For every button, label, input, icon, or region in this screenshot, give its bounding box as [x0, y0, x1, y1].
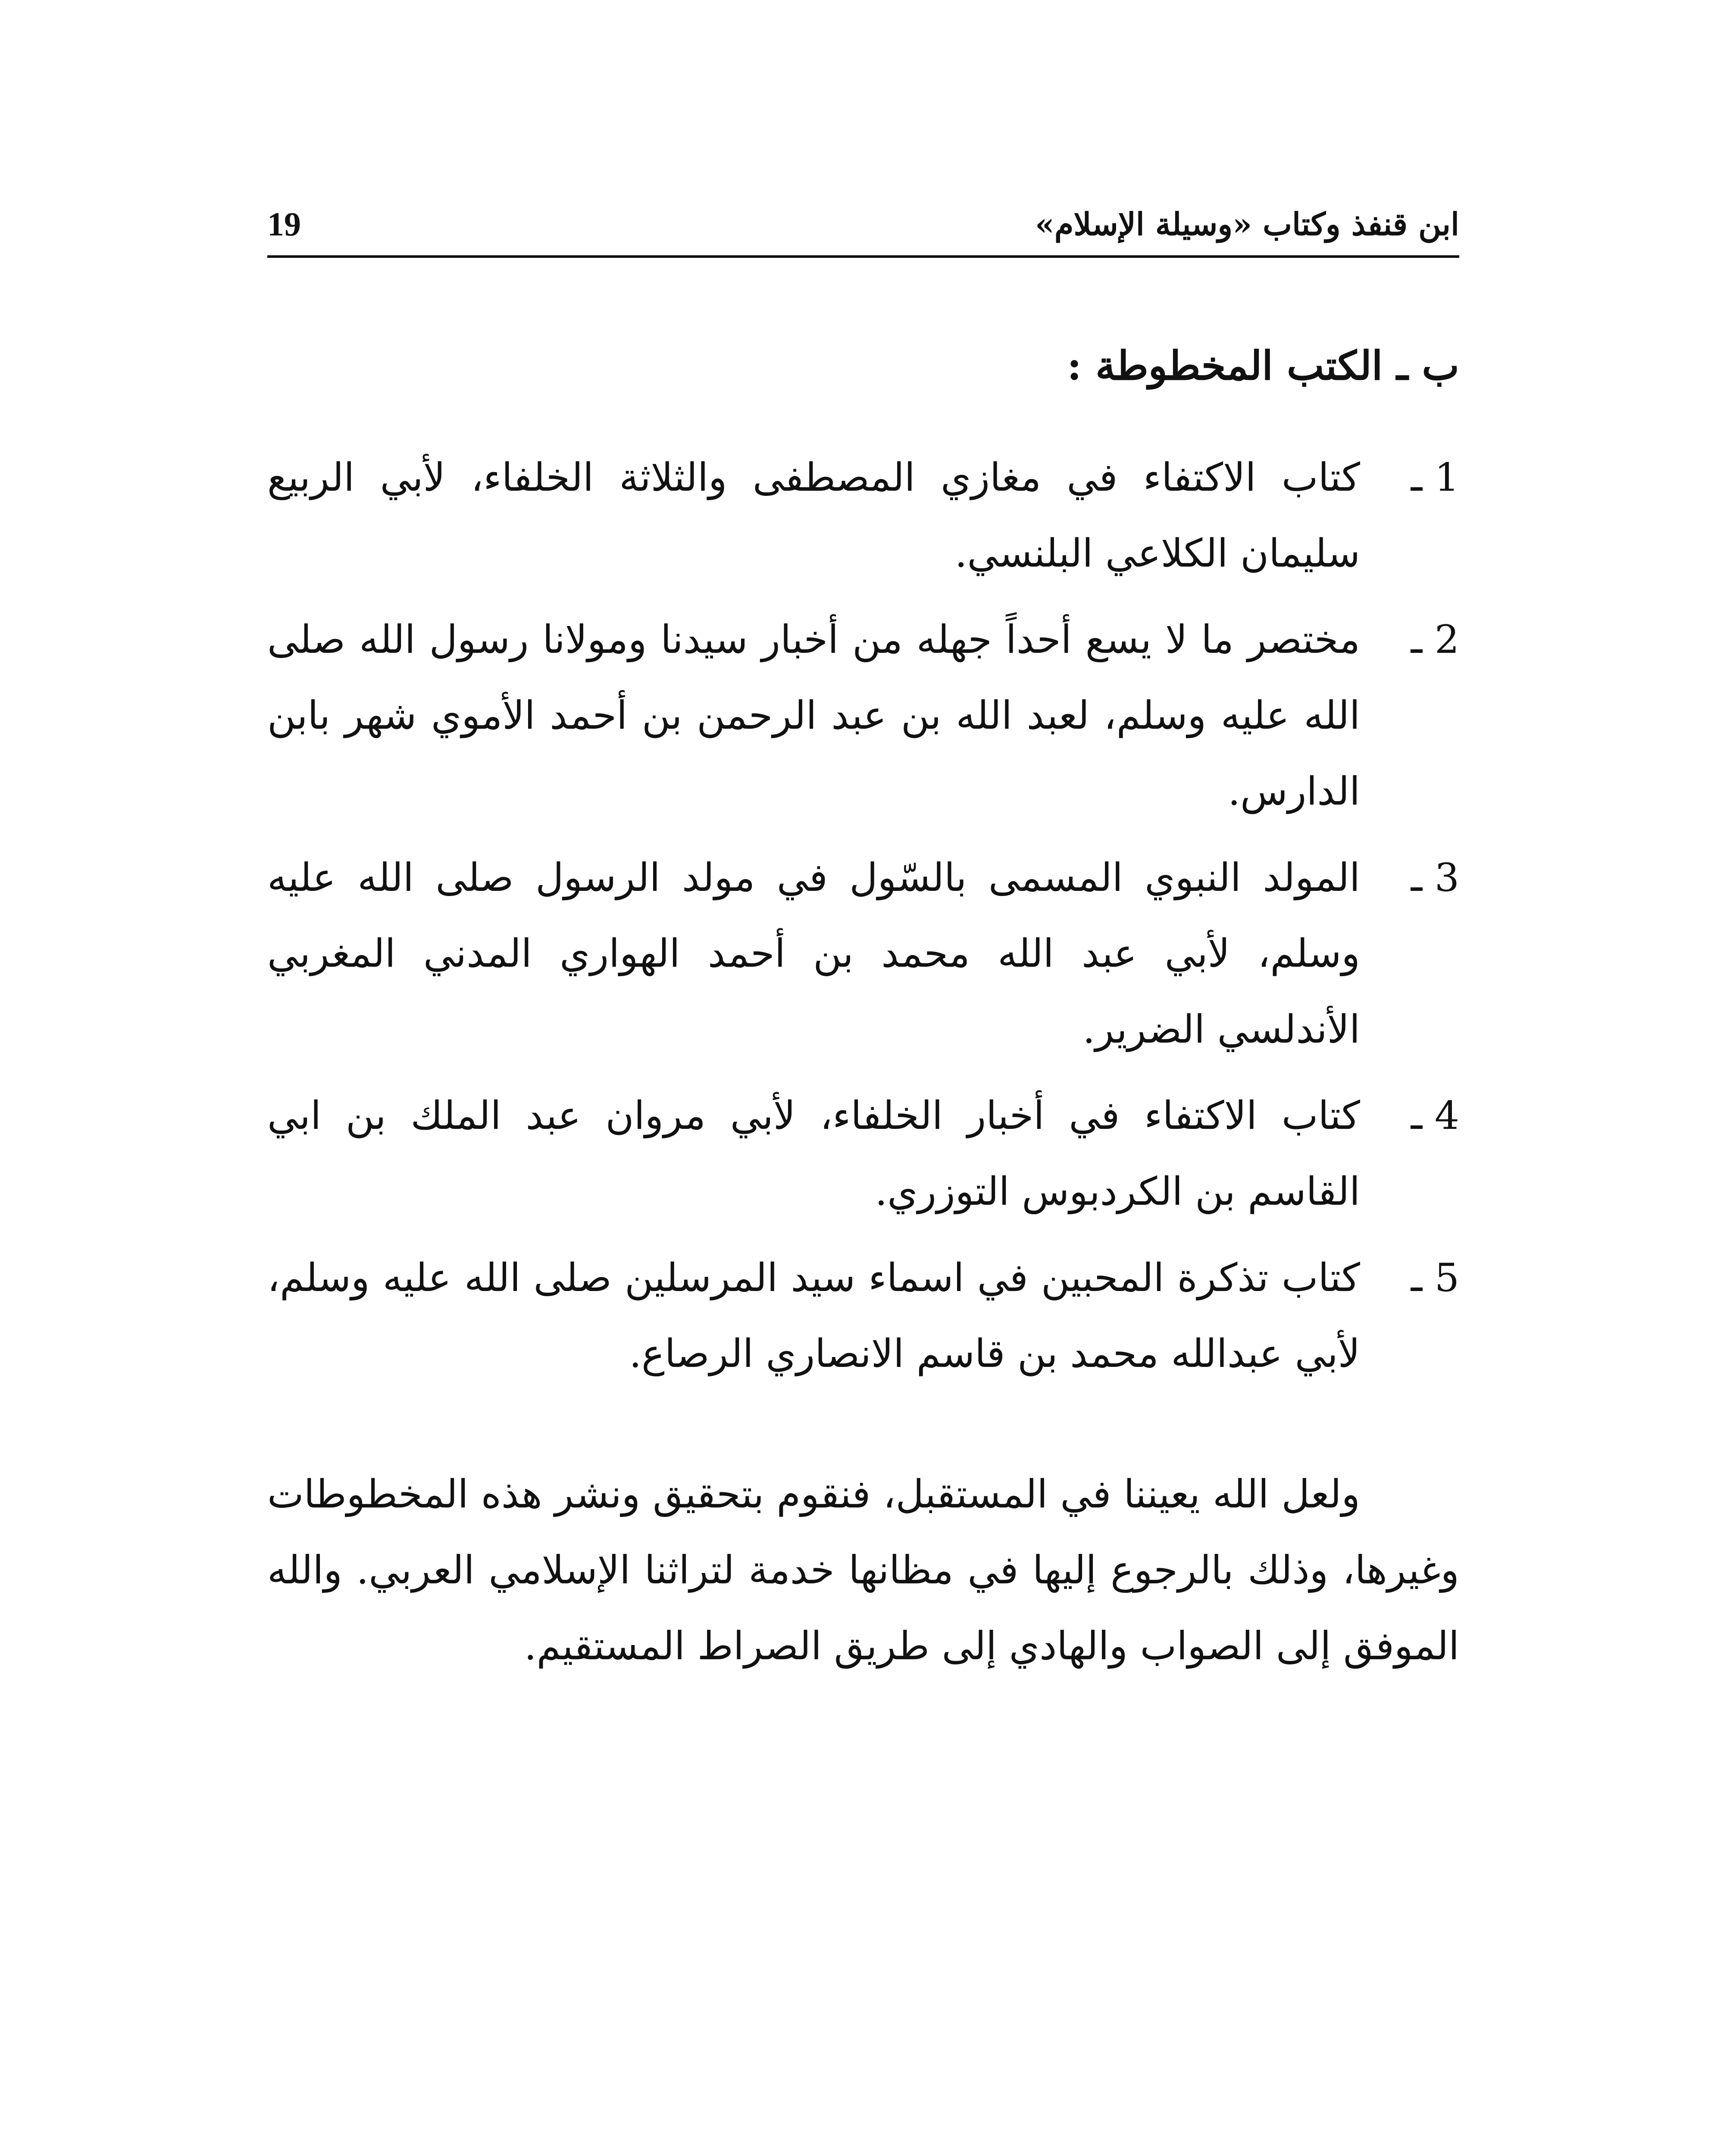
manuscripts-list [267, 440, 1459, 1392]
closing-paragraph: ولعل الله يعيننا في المستقبل، فنقوم بتحقيق ونشر هذه المخطوطات وغيرها، وذلك بالرجوع إليها في مظانها خدمة لتراثنا الإسلامي العربي. والله الموفق إلى الصواب والهادي إلى طريق الصراط المستقيم. [267, 1472, 1459, 1669]
page-number: 19 [267, 205, 301, 243]
list-item-text: كتاب الاكتفاء في مغازي المصطفى والثلاثة الخلفاء، لأبي الربيع سليمان الكلاعي البلنسي. [267, 455, 1360, 576]
running-header [267, 203, 1459, 250]
list-item-number: 1 ـ [1411, 455, 1459, 500]
page-body [267, 328, 1459, 1723]
list-item-text: مختصر ما لا يسع أحداً جهله من أخبار سيدنا ومولانا رسول الله صلى الله عليه وسلم، لعبد الله بن عبد الرحمن بن أحمد الأموي شهر بابن الدارس. [267, 617, 1360, 814]
list-item [267, 440, 1459, 592]
list-item [267, 602, 1459, 830]
list-item-number: 2 ـ [1411, 617, 1459, 662]
list-item-text: المولد النبوي المسمى بالسّول في مولد الرسول صلى الله عليه وسلم، لأبي عبد الله محمد بن أحمد الهواري المدني المغربي الأندلسي الضرير. [267, 855, 1360, 1052]
section-heading: ب ـ الكتب المخطوطة : [1067, 342, 1459, 389]
list-item [267, 1078, 1459, 1230]
header-divider [267, 255, 1459, 258]
list-item [267, 840, 1459, 1068]
list-item-number: 5 ـ [1411, 1255, 1459, 1300]
list-item-text: كتاب الاكتفاء في أخبار الخلفاء، لأبي مروان عبد الملك بن ابي القاسم بن الكردبوس التوزري. [267, 1093, 1360, 1214]
running-title: ابن قنفذ وكتاب «وسيلة الإسلام» [1035, 206, 1459, 242]
list-item [267, 1240, 1459, 1392]
list-item-number: 4 ـ [1411, 1093, 1459, 1138]
list-item-number: 3 ـ [1411, 855, 1459, 900]
list-item-text: كتاب تذكرة المحبين في اسماء سيد المرسلين صلى الله عليه وسلم، لأبي عبدالله محمد بن قاسم الانصاري الرصاع. [267, 1255, 1360, 1376]
